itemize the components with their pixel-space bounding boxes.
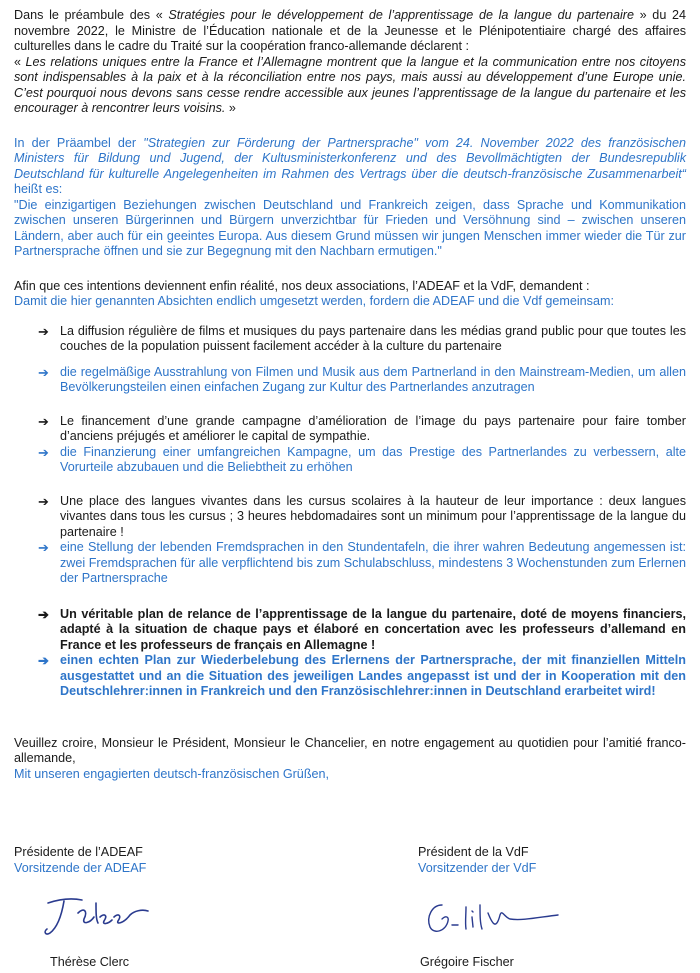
intro-de-quote: "Die einzigartigen Beziehungen zwischen Deutschland und Frankreich zeigen, dass Sprache und Kommunikation zwischen unseren Bürgerinnen und Bürgern unverzichtbar für Frieden und Versöhnung sind – zwischen unseren Ländern, aber auch für ein geeintes Europa. Aus diesem Grund müssen wir jungen Menschen immer wieder die Tür zur Partnersprache öffnen und sie zur Begegnung mit den Nachbarn ermutigen." <box>14 197 686 258</box>
bullet-text: die Finanzierung einer umfangreichen Kampagne, um das Prestige des Partnerlandes zu verbessern, alte Vorurteile abzubauen und die Beliebtheit zu erhöhen <box>60 444 686 474</box>
closing-fr: Veuillez croire, Monsieur le Président, Monsieur le Chancelier, en notre engagement au quotidien pour l’amitié franco-allemande, <box>14 735 686 765</box>
arrow-right-icon: ➔ <box>38 653 49 668</box>
intro-de <box>14 136 686 260</box>
intro-de-tail: heißt es: <box>14 182 63 196</box>
signatory-role-fr: Présidente de l’ADEAF <box>14 845 143 859</box>
arrow-right-icon: ➔ <box>38 540 49 555</box>
arrow-right-icon: ➔ <box>38 493 49 509</box>
intro-fr-lead: Dans le préambule des « <box>14 8 169 22</box>
signatory-role-de: Vorsitzender der VdF <box>418 860 537 875</box>
bullet-text: Un véritable plan de relance de l’apprentissage de la langue du partenaire, doté de moyens financiers, adapté à la situation de chaque pays et élaboré en concertation avec les professeurs d’allemand en France et les professeurs de français en Allemagne ! <box>60 606 686 652</box>
arrow-right-icon: ➔ <box>38 413 49 429</box>
demand-intro-de: Damit die hier genannten Absichten endlich umgesetzt werden, fordern die ADEAF und die Vdf gemeinsam: <box>14 294 614 308</box>
bullet-2-fr <box>38 414 686 445</box>
bullet-1-fr <box>38 324 686 355</box>
intro-fr <box>14 8 686 117</box>
handwritten-signature-fischer <box>418 887 568 947</box>
signatory-right <box>418 845 537 969</box>
demand-intro-fr: Afin que ces intentions deviennent enfin réalité, nos deux associations, l’ADEAF et la VdF, demandent : <box>14 278 590 293</box>
intro-fr-quote: Les relations uniques entre la France et l’Allemagne montrent que la langue et la communication entre nos citoyens sont indispensables à la paix et à la réconciliation entre nos pays, mais aussi au développement d’une Europe unie. C’est pourquoi nous devons sans cesse rendre accessible aux jeunes l’apprentissage de la langue du partenaire et les encourager à rencontrer leurs voisins. <box>14 54 686 115</box>
intro-fr-tail: » du 24 novembre 2022, le Ministre de l’Éducation nationale et de la Jeunesse et le Plénipotentiaire chargé des affaires culturelles dans le cadre du Traité sur la coopération franco-allemande déclarent : <box>14 8 686 53</box>
intro-fr-strategy-title: Stratégies pour le développement de l’apprentissage de la langue du partenaire <box>168 8 634 22</box>
signatory-name: Grégoire Fischer <box>420 955 514 969</box>
signatory-role-fr: Président de la VdF <box>418 845 529 859</box>
arrow-right-icon: ➔ <box>38 364 49 380</box>
closing-de: Mit unseren engagierten deutsch-französischen Grüßen, <box>14 766 330 781</box>
bullet-2-de <box>38 445 686 476</box>
bullet-4-de <box>38 653 686 700</box>
quote-open: « <box>14 54 26 69</box>
arrow-right-icon: ➔ <box>38 323 49 339</box>
arrow-right-icon: ➔ <box>38 606 49 622</box>
bullet-3-fr <box>38 494 686 541</box>
bullet-text: Le financement d’une grande campagne d’amélioration de l’image du pays partenaire pour faire tomber d’anciens préjugés et améliorer le capital de sympathie. <box>60 413 686 443</box>
bullet-4-fr <box>38 607 686 654</box>
intro-de-strategy-title: "Strategien zur Förderung der Partnersprache" vom 24. November 2022 des französischen Ministers für Bildung und Jugend, der Kultusministerkonferenz und des Bevollmächtigten der Bundesrepublik Deutschland für kulturelle Angelegenheiten im Rahmen des Vertrags über die deutsch-französische Zusammenarbeit“ <box>14 135 686 181</box>
intro-de-lead: In der Präambel der <box>14 135 144 150</box>
bullet-text: einen echten Plan zur Wiederbelebung des Erlernens der Partnersprache, der mit finanziellen Mitteln ausgestattet und an die Situation des jeweiligen Landes angepasst ist und der in Kooperation mit den Deutschlehrer:innen in Frankreich und den Französischlehrer:innen in Deutschland erarbeitet wird! <box>60 653 686 698</box>
arrow-right-icon: ➔ <box>38 444 49 460</box>
signatory-name: Thérèse Clerc <box>50 955 130 969</box>
bullet-3-de <box>38 540 686 587</box>
bullet-text: eine Stellung der lebenden Fremdsprachen in den Stundentafeln, die ihrer wahren Bedeutung angemessen ist: zwei Fremdsprachen für alle verpflichtend bis zum Schulabschluss, mindestens 3 Wochenstunden zum Erlernen der Partnersprache <box>60 540 686 585</box>
bullet-text: Une place des langues vivantes dans les cursus scolaires à la hauteur de leur importance : deux langues vivantes dans tous les cursus ; 3 heures hebdomadaires sont un minimum pour l’apprentissage de la langue du partenaire ! <box>60 493 686 539</box>
letter-body <box>14 8 686 782</box>
bullet-text: La diffusion régulière de films et musiques du pays partenaire dans les médias grand public pour que toutes les couches de la population puissent facilement accéder à la culture du partenaire <box>60 323 686 353</box>
bullet-1-de <box>38 365 686 396</box>
signatory-role-de: Vorsitzende der ADEAF <box>14 860 147 875</box>
handwritten-signature-clerc <box>38 887 158 947</box>
bullet-text: die regelmäßige Ausstrahlung von Filmen und Musik aus dem Partnerland in den Mainstream-Medien, um allen Bevölkerungsteilen einen einfachen Zugang zur Kultur des Partnerlandes anzutragen <box>60 364 686 394</box>
quote-close: » <box>225 101 236 115</box>
signatory-left <box>14 845 147 969</box>
